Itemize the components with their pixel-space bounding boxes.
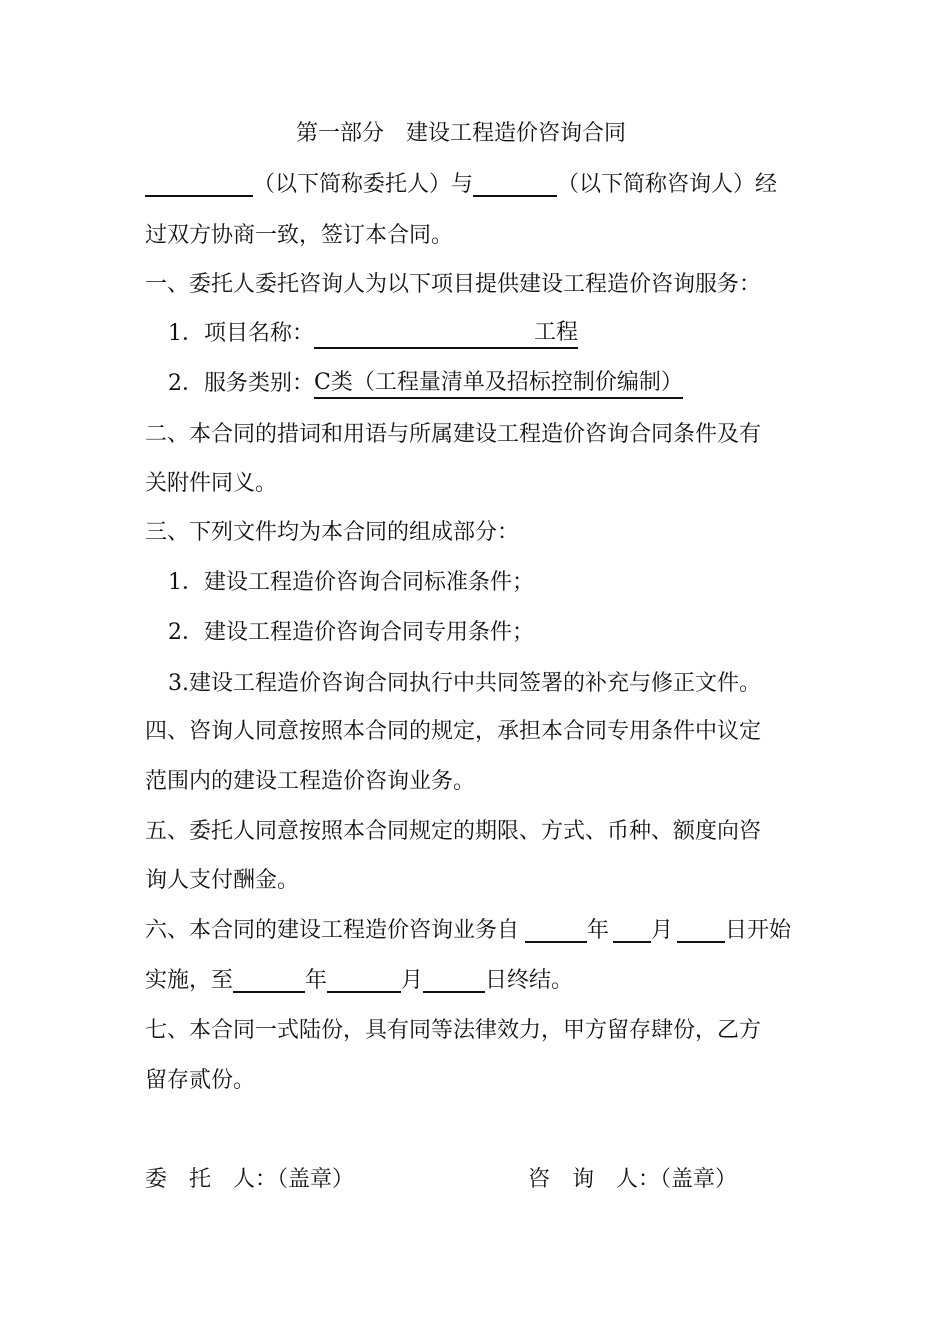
intro-line-2: 过双方协商一致，签订本合同。: [145, 223, 454, 248]
end-month-label: 月: [401, 968, 424, 993]
intro-text-b: （以下简称咨询人）经: [557, 172, 778, 197]
consultant-name-blank[interactable]: [473, 170, 557, 197]
section-5-line-2: 询人支付酬金。: [145, 868, 300, 893]
intro-text-a: （以下简称委托人）与: [253, 172, 474, 197]
section-6-line-2: [145, 966, 573, 996]
document-item-2: 2．建设工程造价咨询合同专用条件；: [168, 620, 534, 645]
consultant-signature: 咨 询 人：（盖章）: [528, 1167, 738, 1192]
service-category-label: 2．服务类别：: [168, 371, 314, 396]
start-month-blank[interactable]: [613, 916, 651, 943]
section-5-line-1: 五、委托人同意按照本合同规定的期限、方式、币种、额度向咨: [145, 819, 762, 844]
item-service-category: [168, 369, 683, 399]
section-2-line-1: 二、本合同的措词和用语与所属建设工程造价咨询合同条件及有: [145, 422, 762, 447]
section-6-text: 六、本合同的建设工程造价咨询业务自: [145, 918, 520, 943]
section-1-heading: 一、委托人委托咨询人为以下项目提供建设工程造价咨询服务：: [145, 272, 762, 297]
intro-line-1: [145, 170, 777, 200]
client-signature: 委 托 人：（盖章）: [145, 1167, 355, 1192]
service-category-field[interactable]: [314, 369, 683, 399]
document-item-1: 1．建设工程造价咨询合同标准条件；: [168, 570, 534, 595]
section-2-line-2: 关附件同义。: [145, 471, 278, 496]
project-name-value: 工程: [533, 320, 578, 345]
section-4-line-2: 范围内的建设工程造价咨询业务。: [145, 769, 476, 794]
document-item-3: 3.建设工程造价咨询合同执行中共同签署的补充与修正文件。: [168, 671, 761, 696]
start-year-label: 年: [587, 918, 610, 943]
section-3-heading: 三、下列文件均为本合同的组成部分：: [145, 520, 520, 545]
section-7-line-1: 七、本合同一式陆份，具有同等法律效力，甲方留存肆份，乙方: [145, 1018, 762, 1043]
section-4-line-1: 四、咨询人同意按照本合同的规定，承担本合同专用条件中议定: [145, 719, 762, 744]
project-name-label: 1．项目名称：: [168, 321, 314, 346]
project-name-field[interactable]: [314, 319, 578, 349]
end-year-blank[interactable]: [233, 966, 305, 993]
section-7-line-2: 留存贰份。: [145, 1068, 256, 1093]
item-project-name: [168, 319, 578, 349]
end-day-blank[interactable]: [423, 966, 485, 993]
start-day-label: 日开始: [725, 918, 792, 943]
end-month-blank[interactable]: [327, 966, 401, 993]
start-month-label: 月: [651, 918, 674, 943]
end-day-label: 日终结。: [485, 968, 574, 993]
section-6-text-2: 实施，至: [145, 968, 234, 993]
end-year-label: 年: [305, 968, 328, 993]
start-year-blank[interactable]: [525, 916, 587, 943]
client-name-blank[interactable]: [145, 170, 253, 197]
section-6-line-1: [145, 916, 791, 946]
document-title: 第一部分 建设工程造价咨询合同: [296, 121, 627, 146]
start-day-blank[interactable]: [677, 916, 725, 943]
service-category-value: C类（工程量清单及招标控制价编制）: [314, 370, 683, 395]
